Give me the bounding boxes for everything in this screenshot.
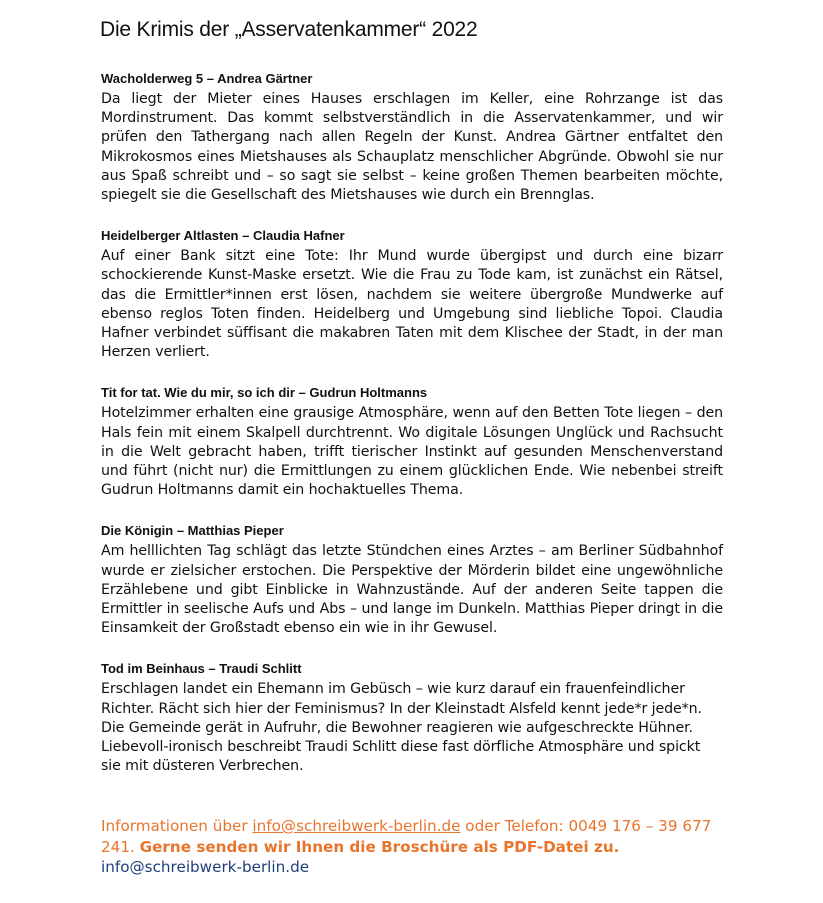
entry-die-koenigin bbox=[101, 522, 723, 638]
entry-body: Hotelzimmer erhalten eine grausige Atmosphäre, wenn auf den Betten Tote liegen – den Hals fein mit einem Skalpell durchtrennt. Wo digitale Lösungen Unglück und Rachsucht in die Welt gebracht haben, trifft tierischer Instinkt auf gesunden Menschenverstand und führt (nicht nur) die Ermittlungen zu einem glücklichen Ende. Wie nebenbei streift Gudrun Holtmanns damit ein hochaktuelles Thema. bbox=[101, 405, 723, 499]
footer-phone: oder Telefon: 0049 176 – 39 677 241. bbox=[101, 817, 712, 856]
entry-heading: Die Königin – Matthias Pieper bbox=[101, 523, 284, 539]
entry-heidelberger-altlasten bbox=[101, 227, 723, 362]
entry-body: Erschlagen landet ein Ehemann im Gebüsch – wie kurz darauf ein frauenfeindlicher Richter. Rächt sich hier der Feminismus? In der Kleinstadt Alsfeld kennt jede*r jede*n. Die Gemeinde gerät in Aufruhr, die Bewohner reagieren wie aufgeschreckte Hühner. Liebevoll-ironisch beschreibt Traudi Schlitt diese fast dörfliche Atmosphäre und spickt sie mit düsteren Verbrechen. bbox=[101, 681, 702, 775]
entry-tit-for-tat bbox=[101, 384, 723, 500]
entry-body: Am helllichten Tag schlägt das letzte Stündchen eines Arztes – am Berliner Südbahnhof wurde er zielsicher erstochen. Die Perspektive der Mörderin bildet eine ungewöhnliche Erzählebene und gibt Einblicke in Wahnzustände. Auf der anderen Seite tappen die Ermittler in seelische Aufs und Abs – und lange im Dunkeln. Matthias Pieper dringt in die Einsamkeit der Großstadt ebenso ein wie in ihr Gewusel. bbox=[101, 543, 723, 637]
entry-heading: Heidelberger Altlasten – Claudia Hafner bbox=[101, 228, 345, 244]
document-title: Die Krimis der „Asservatenkammer“ 2022 bbox=[100, 18, 478, 41]
entries-list bbox=[101, 70, 723, 798]
entry-body: Auf einer Bank sitzt eine Tote: Ihr Mund wurde übergipst und durch eine bizarr schockierende Kunst-Maske ersetzt. Wie die Frau zu Tode kam, ist zunächst ein Rätsel, das die Ermittler*innen erst lösen, nachdem sie weitere übergroße Mundwerke auf ebenso reglos Toten finden. Heidelberg und Umgebung sind liebliche Topoi. Claudia Hafner verbindet süffisant die makabren Taten mit dem Klischee der Stadt, in der man Herzen verliert. bbox=[101, 248, 723, 361]
footer-email-plain: info@schreibwerk-berlin.de bbox=[101, 858, 310, 876]
footer-prefix: Informationen über bbox=[101, 817, 253, 835]
entry-heading: Wacholderweg 5 – Andrea Gärtner bbox=[101, 71, 313, 86]
entry-body: Da liegt der Mieter eines Hauses erschlagen im Keller, eine Rohrzange ist das Mordinstrument. Das kommt selbstverständlich in die Asservatenkammer, und wir prüfen den Tathergang nach allen Regeln der Kunst. Andrea Gärtner entfaltet den Mikrokosmos eines Mietshauses als Schauplatz menschlicher Abgründe. Obwohl sie nur aus Spaß schreibt und – so sagt sie selbst – keine großen Themen bearbeiten möchte, spiegelt sie die Gesellschaft des Mietshauses wie durch ein Brennglas. bbox=[101, 91, 723, 204]
entry-tod-im-beinhaus bbox=[101, 660, 723, 776]
contact-footer bbox=[101, 816, 741, 878]
email-link[interactable]: info@schreibwerk-berlin.de bbox=[252, 817, 461, 835]
entry-wacholderweg bbox=[101, 70, 723, 205]
entry-heading: Tit for tat. Wie du mir, so ich dir – Gudrun Holtmanns bbox=[101, 385, 428, 401]
footer-brochure-note: Gerne senden wir Ihnen die Broschüre als PDF-Datei zu. bbox=[139, 837, 620, 856]
entry-heading: Tod im Beinhaus – Traudi Schlitt bbox=[101, 661, 302, 677]
